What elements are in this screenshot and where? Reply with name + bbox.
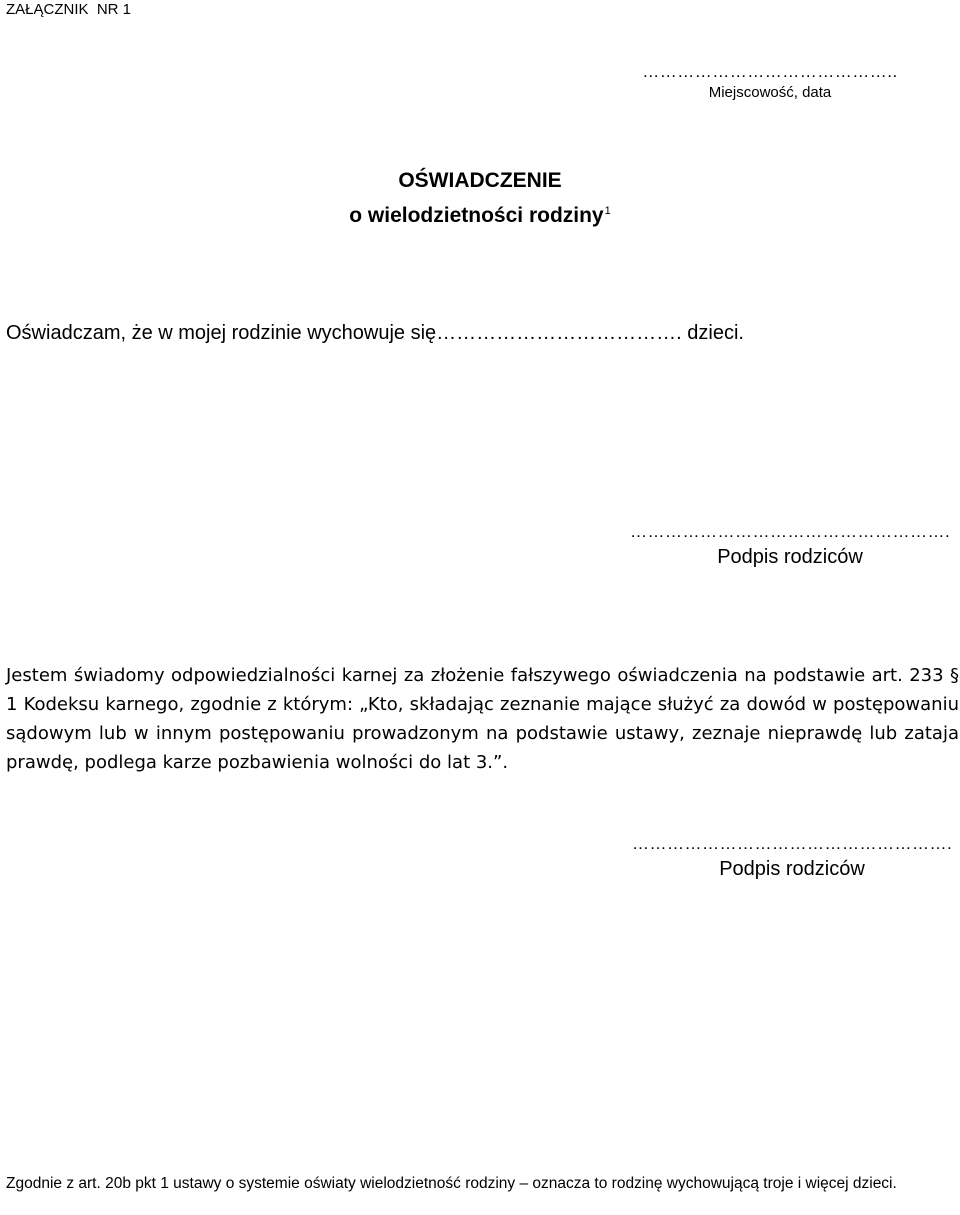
title-subtitle — [0, 196, 960, 231]
document-title — [0, 166, 960, 231]
signature-dots: ………………………………………………. — [632, 834, 953, 853]
legal-liability-paragraph: Jestem świadomy odpowiedzialności karnej za złożenie fałszywego oświadczenia na podstawie art. 233 § 1 Kodeksu karnego, zgodnie z którym: „Kto, składając zeznanie mające służyć za dowód w postępowaniu sądowym lub w innym postępowaniu prowadzonym na podstawie ustawy, zeznaje nieprawdę lub zataja prawdę, podlega karze pozbawienia wolności do lat 3.”. — [6, 665, 959, 773]
attachment-label: ZAŁĄCZNIK NR 1 — [6, 1, 132, 18]
title-main: OŚWIADCZENIE — [398, 169, 562, 192]
signature-label: Podpis rodziców — [717, 546, 863, 568]
place-date-label: Miejscowość, data — [708, 84, 832, 101]
signature-block-2 — [632, 834, 952, 882]
signature-dots: ………………………………………………. — [630, 522, 951, 541]
signature-block-1 — [630, 522, 950, 570]
footnote-ref: 1 — [604, 205, 611, 217]
place-date-dots: …………………………………….. — [642, 62, 898, 81]
title-subtitle-text: o wielodzietności rodziny — [349, 204, 604, 227]
footnote — [6, 1172, 956, 1195]
children-count-statement: Oświadczam, że w mojej rodzinie wychowuje się………………………………. dzieci. — [6, 322, 744, 344]
place-date-field — [600, 62, 940, 104]
footnote-text: Zgodnie z art. 20b pkt 1 ustawy o systemie oświaty wielodzietność rodziny – oznacza to rodzinę wychowującą troje i więcej dzieci. — [6, 1175, 897, 1192]
signature-label: Podpis rodziców — [719, 858, 865, 880]
